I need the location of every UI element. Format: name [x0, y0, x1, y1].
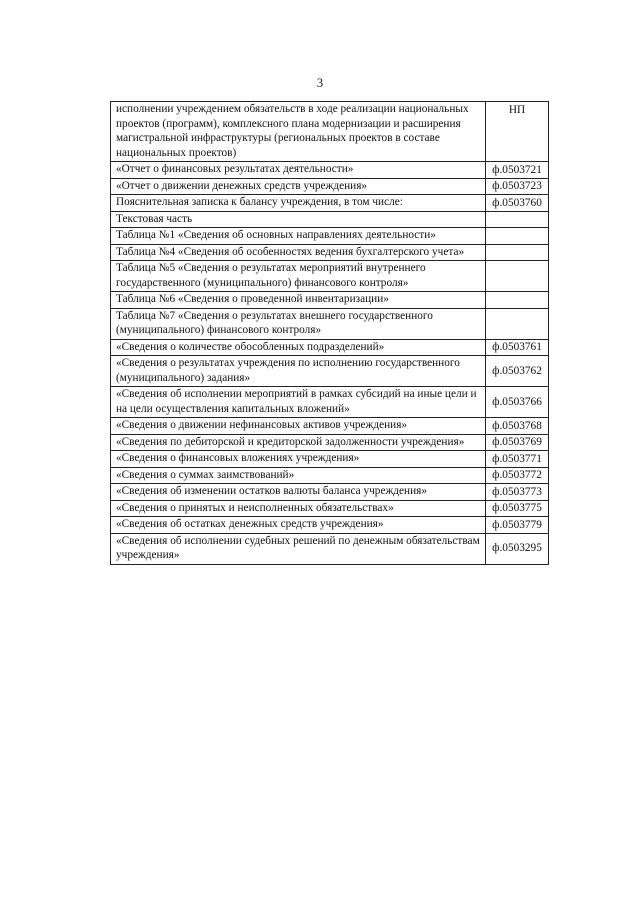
form-code-cell: ф.0503762 — [486, 356, 549, 387]
form-name-cell: «Отчет о движении денежных средств учреждения» — [111, 178, 486, 195]
form-name-cell: «Сведения об исполнении судебных решений по денежным обязательствам учреждения» — [111, 533, 486, 564]
form-name-cell: «Сведения о суммах заимствований» — [111, 467, 486, 484]
table-row — [111, 387, 549, 418]
table-row — [111, 418, 549, 435]
form-code-cell: ф.0503760 — [486, 195, 549, 212]
form-name-cell: «Отчет о финансовых результатах деятельности» — [111, 162, 486, 179]
table-row — [111, 228, 549, 245]
form-name-cell: «Сведения об остатках денежных средств учреждения» — [111, 517, 486, 534]
form-name-cell: «Сведения об исполнении мероприятий в рамках субсидий на иные цели и на цели осуществления капитальных вложений» — [111, 387, 486, 418]
form-name-cell: Таблица №5 «Сведения о результатах мероприятий внутреннего государственного (муниципального) финансового контроля» — [111, 261, 486, 292]
form-code-cell: ф.0503775 — [486, 500, 549, 517]
form-name-cell: Таблица №6 «Сведения о проведенной инвентаризации» — [111, 292, 486, 309]
page-number: 3 — [316, 76, 324, 90]
table-row — [111, 308, 549, 339]
table-row — [111, 102, 549, 162]
table-row — [111, 467, 549, 484]
form-code-cell — [486, 244, 549, 261]
table-row — [111, 261, 549, 292]
table-row — [111, 500, 549, 517]
form-code-cell: ф.0503779 — [486, 517, 549, 534]
form-code-cell: НП — [486, 102, 549, 162]
table-row — [111, 292, 549, 309]
form-code-cell: ф.0503295 — [486, 533, 549, 564]
form-code-cell: ф.0503761 — [486, 339, 549, 356]
table-row — [111, 451, 549, 468]
reporting-forms-table — [110, 101, 549, 565]
form-code-cell — [486, 292, 549, 309]
form-name-cell: «Сведения по дебиторской и кредиторской задолженности учреждения» — [111, 434, 486, 451]
form-name-cell: исполнении учреждением обязательств в ходе реализации национальных проектов (программ), комплексного плана модернизации и расширения магистральной инфраструктуры (региональных проектов в составе национальных проектов) — [111, 102, 486, 162]
form-name-cell: Таблица №7 «Сведения о результатах внешнего государственного (муниципального) финансового контроля» — [111, 308, 486, 339]
form-code-cell: ф.0503772 — [486, 467, 549, 484]
table-row — [111, 244, 549, 261]
form-code-cell — [486, 261, 549, 292]
table-row — [111, 356, 549, 387]
form-code-cell: ф.0503721 — [486, 162, 549, 179]
table-row — [111, 517, 549, 534]
form-name-cell: «Сведения о результатах учреждения по исполнению государственного (муниципального) задания» — [111, 356, 486, 387]
form-name-cell: Таблица №4 «Сведения об особенностях ведения бухгалтерского учета» — [111, 244, 486, 261]
form-name-cell: Таблица №1 «Сведения об основных направлениях деятельности» — [111, 228, 486, 245]
table-row — [111, 484, 549, 501]
table-row — [111, 195, 549, 212]
table-row — [111, 533, 549, 564]
form-code-cell: ф.0503766 — [486, 387, 549, 418]
table-row — [111, 162, 549, 179]
form-name-cell: «Сведения о финансовых вложениях учреждения» — [111, 451, 486, 468]
table-row — [111, 211, 549, 228]
form-code-cell: ф.0503768 — [486, 418, 549, 435]
form-code-cell — [486, 211, 549, 228]
table-row — [111, 434, 549, 451]
form-code-cell: ф.0503771 — [486, 451, 549, 468]
form-code-cell — [486, 228, 549, 245]
table-row — [111, 178, 549, 195]
form-name-cell: Текстовая часть — [111, 211, 486, 228]
form-name-cell: «Сведения о принятых и неисполненных обязательствах» — [111, 500, 486, 517]
table-row — [111, 339, 549, 356]
form-name-cell: «Сведения о движении нефинансовых активов учреждения» — [111, 418, 486, 435]
form-name-cell: «Сведения об изменении остатков валюты баланса учреждения» — [111, 484, 486, 501]
form-code-cell: ф.0503723 — [486, 178, 549, 195]
form-code-cell — [486, 308, 549, 339]
form-code-cell: ф.0503773 — [486, 484, 549, 501]
form-name-cell: Пояснительная записка к балансу учреждения, в том числе: — [111, 195, 486, 212]
form-name-cell: «Сведения о количестве обособленных подразделений» — [111, 339, 486, 356]
form-code-cell: ф.0503769 — [486, 434, 549, 451]
